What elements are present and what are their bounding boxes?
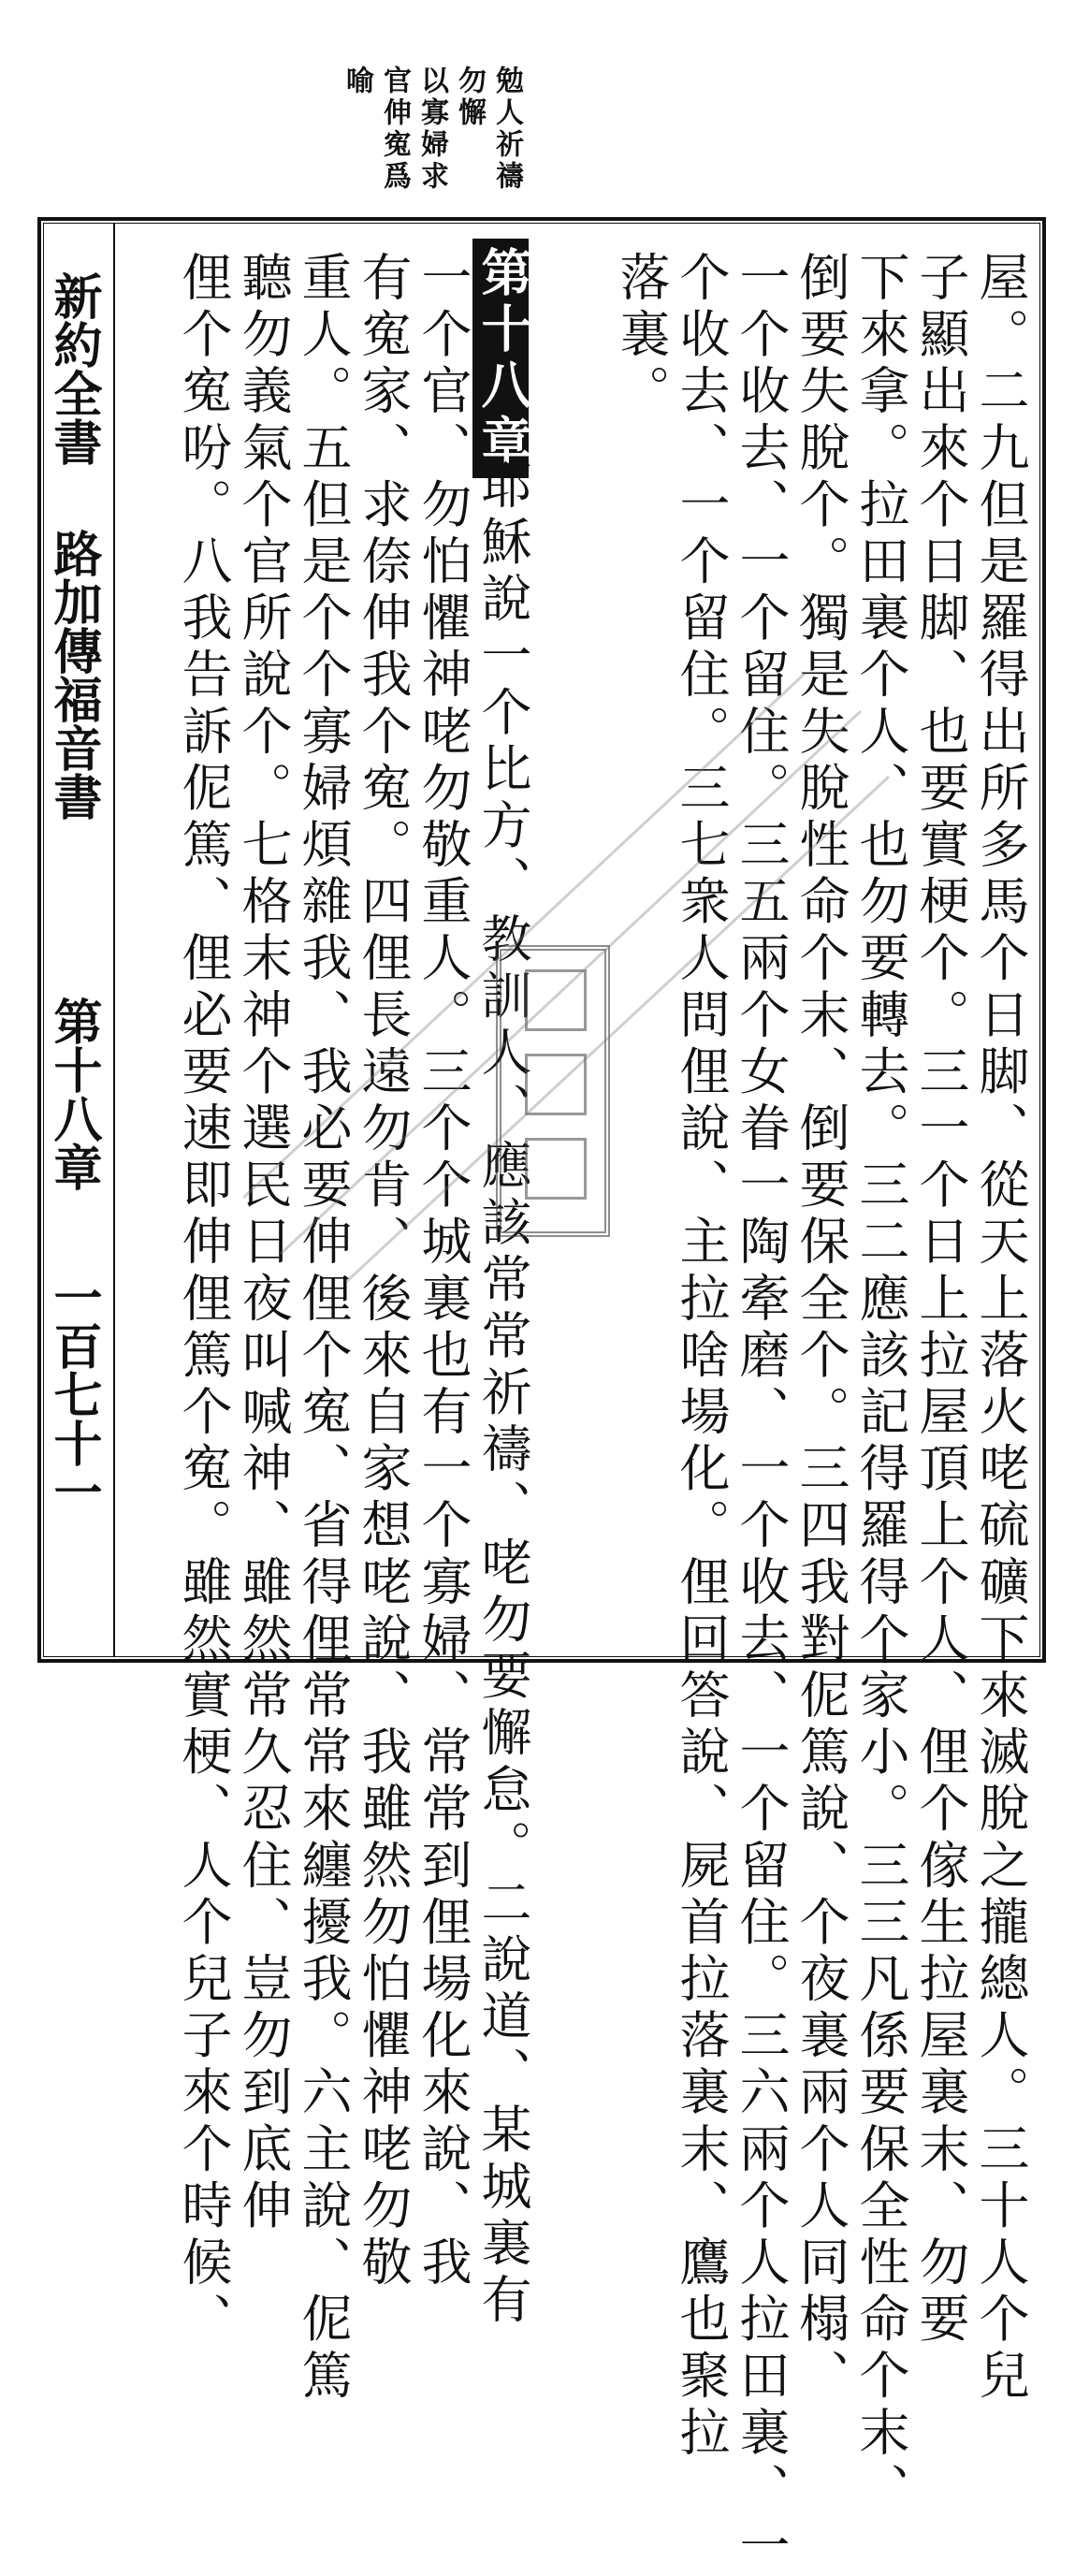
text-column: 倒要失脫个。獨是失脫性命个末、倒要保全个。三四我對伲篤說、个夜裏兩个人同榻、 bbox=[792, 251, 850, 2406]
text-column: 个收去、一个留住。三七衆人問俚說、主拉啥場化。俚回答說、屍首拉落裏末、鷹也聚拉 bbox=[672, 251, 731, 2463]
margin-rule bbox=[113, 223, 115, 1657]
marginal-note bbox=[337, 65, 524, 215]
text-column: 一个官、勿怕懼神咾勿敬重人。三个个城裏也有一个寡婦、常常到俚場化來說、我 bbox=[414, 251, 472, 2292]
running-head-page: 一百七十一 bbox=[45, 1273, 102, 1516]
marginal-note-line: 以寡婦求 bbox=[415, 65, 448, 193]
marginal-note-line: 勿懈 bbox=[453, 65, 486, 129]
text-column: 耶穌說一个比方、教訓人、應該常常祈禱、咾勿要懈怠。二說道、某城裏有 bbox=[473, 458, 532, 2330]
text-column: 下來拿。拉田裏个人、也勿要轉去。三二應該記得羅得个家小。三三凡係要保全性命个末、 bbox=[851, 251, 910, 2519]
text-column: 一个收去、一个留住。三五兩个女眷一陶牽磨、一个收去、一个留住。三六兩个人拉田裏、一 bbox=[732, 251, 791, 2576]
running-head-book: 新約全書 bbox=[45, 271, 102, 466]
running-head-gospel: 路加傳福音書 bbox=[45, 529, 102, 821]
text-column: 俚个寃吩。八我告訴伲篤、俚必要速即伸俚篤个寃。雖然實梗、人个兒子來个時候、 bbox=[174, 251, 233, 2350]
text-column: 聽勿義氣个官所說个。七格末神个選民日夜叫喊神、雖然常久忍住、豈勿到底伸 bbox=[234, 251, 293, 2235]
text-column: 落裏。 bbox=[612, 251, 671, 421]
marginal-note-line: 喻 bbox=[341, 65, 373, 97]
library-stamp bbox=[496, 945, 610, 1237]
running-head-chapter: 第十八章 bbox=[45, 997, 102, 1191]
text-column: 子顯出來个日脚、也要實梗个。三一个日上拉屋頂上个人、俚个傢生拉屋裏末、勿要 bbox=[911, 251, 970, 2350]
text-column: 有寃家、求倷伸我个寃。四俚長遠勿肯、後來自家想咾說、我雖然勿怕懼神咾勿敬 bbox=[354, 251, 413, 2292]
marginal-note-line: 官伸寃爲 bbox=[378, 65, 411, 193]
chapter-heading: 第十八章 bbox=[472, 239, 529, 478]
text-column: 屋。二九但是羅得出所多馬个日脚、從天上落火咾硫礦下來滅脫之攏總人。三十人个兒 bbox=[971, 251, 1030, 2406]
marginal-note-line: 勉人祈禱 bbox=[490, 65, 523, 193]
text-column: 重人。五但是个个寡婦煩雜我、我必要伸俚个寃、省得俚常常來纏擾我。六主說、伲篤 bbox=[294, 251, 353, 2406]
